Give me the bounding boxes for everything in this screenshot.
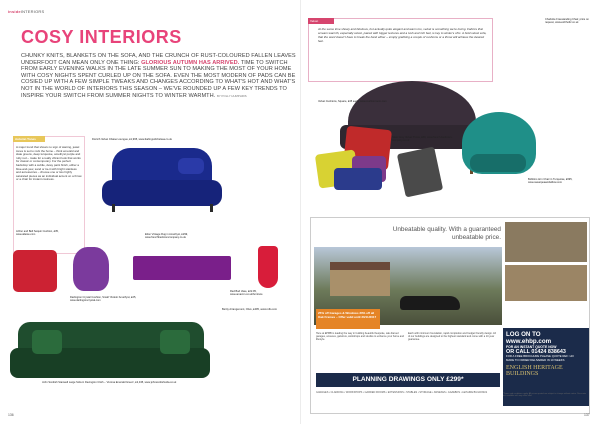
sofa-leg [112,204,115,212]
caption-teal-chair: Bobbins Arm Chair in Turquoise, £695, www.sweetpeaandwillow.com [528,178,573,185]
caption-cushions: Velvet Cushions, Square, £45 each, www.cushionroom.com [318,100,387,103]
caption-red-cushion: Arthur and Bell Sequin Cushion, £35, www.atleise.com [16,230,59,237]
advert-banner: PLANNING DRAWINGS ONLY £299* [316,373,500,387]
caption-red-vase: Red Bud Vase, £22.95, www.amazon.co.uk/furniture [230,290,263,297]
caption-green-sofa: John Scottish Stanwell Large Sofa in Devington Cloth – 'Verona Emerald Green', £2,345, www.johnscottishsofa.co.uk [42,381,177,384]
section-header [8,9,44,14]
page-number-left: 136 [8,413,14,417]
advert-phone[interactable]: OR CALL 01424 838643 [506,349,566,356]
red-sequin-cushion-image [13,250,57,292]
page-number-right: 137 [584,413,590,417]
green-sofa-cushion [32,330,62,354]
grey-throw-image [397,147,443,198]
advert-car [400,296,460,310]
red-vase-image [258,246,278,288]
caption-throw: Slate Grey Velvet Throw, £89, www.french-bedroom-company.co.uk [392,136,453,143]
velvet-tag: Velvet [308,18,334,24]
advert-delivery: MADE TO ORDER DELIVERED IN 10 WEEKS [506,357,565,362]
advert-body: Here at EHBB is leading the way in building beautiful bespoke, oak-framed garages, annexes, gazebos, workshops and studios to enhance your home and lifestyle. [316,332,404,342]
page-title: COSY INTERIORS [21,27,182,47]
blue-chaise-bolster [178,158,204,174]
intro-paragraph [21,53,299,99]
caption-chair: Charlotte Freestanding Chair, price on request, www.eichholtz.co.uk [545,18,589,25]
advert-garage-building [330,262,390,296]
advert-log-on[interactable]: LOG ON TO www.ehbp.com [506,331,552,345]
caption-rug: Elton Vintage Rug in Amethyst, £299, www.frenchbedroomcompany.co.uk [145,233,188,240]
autumn-tones-text: A major trend that shows no sign of waning, jewel tones is set to rock the home – think emerald and slate greens, deep turquoise, amethyst purple and ruby red – make for a really vibrant look that works for classic or contemporary. For the perfect backdrop with a subtle, dewy paint finish, either a blue-and-yew, sand or tie-it with bright stainless and accessories – choose one or two highly saturated pieces as an individual accent on a throw or a chair for instant cosiness. [16,145,82,182]
green-sofa-cushion [160,330,190,354]
caption-bottle: Bertty Arrangement, Olive, £495, www.rollo.com [222,308,278,311]
page-gutter [300,0,301,424]
blue-chaise-seat [102,180,222,206]
caption-sofa: Dorrich Velvet Chaise Loungue, £1,995, www.darlingsofchelsea.co.uk [92,138,172,141]
intro-text-2: TIME TO SWITCH FROM EARLY EVENING WALKS IN THE LATE SUMMER SUN TO MAKING THE MOST OF YOUR HOME WITH COSY NIGHTS SPENT CURLED UP ON THE SOFA. EVEN THE MOST MODERN OF PADS CAN BE COSIED UP WITH A FEW SIMPLE TWEAKS AND CHANGES ACCORDING TO WHAT'S HOT AND WHAT'S NOT IN THE WORLD OF INTERIORS THIS SEASON – WE'VE ROUNDED UP A FEW KEY TRENDS TO INSPIRE YOUR SWITCH FROM SUMMER NIGHTS TO WINTER WARMTH. [21,59,296,99]
intro-text: CHUNKY KNITS, BLANKETS ON THE SOFA, AND THE CRUNCH OF RUST-COLOURED FALLEN LEAVES UNDERFOOT CAN MEAN ONLY ONE THING: [21,53,296,66]
advert-free-brochure: FOR A FREE BROCHURE PLEASE QUOTE REF: HO [506,354,574,359]
advert-headline: Unbeatable quality. With a guaranteed unbeatable price. [392,226,501,241]
advert-promo-badge: 25% off Garages & Windows 30% off all Oak Frames – Offer valid until 30/11/2017 [316,309,380,329]
advert-thumb-2 [505,265,587,301]
intro-highlight: GLORIOUS AUTUMN HAS ARRIVED. [141,59,240,66]
purple-rug-image [133,256,231,280]
blue-velvet-cushion [334,168,382,190]
autumn-tones-tag: Autumn Tones [13,136,45,142]
teal-chair-seat [470,154,526,172]
velvet-text: At the same time showy and fabulous, but actually quite elegant and warm too, velvet is something we're loving. Fabrics that scream warmth, especially velvet, paired with bigger textures and a lush and rich feel, is key to winter's chic. A bold velvet sofa, that the word doesn't have to break the bank either – simply grabbing a couple of cushions or a throw will achieve the desired feel. [318,27,487,43]
sofa-leg [210,204,213,212]
advert-smallprint: *Terms and conditions apply. All prices quoted are subject to change without notice. Discounts not available with any other offer. [503,393,587,398]
purple-vase-image [73,247,109,291]
caption-vase: Darlington Crystal Cushion, Small 'Violets' Amethyst, £25, www.darlingtoncrystal.com [70,296,137,303]
advert-body-2: Each with minimum foundation, rapid completion and budget friendly design. All of our buildings are designed to the highest standard and come with a 10 year guarantee. [408,332,496,342]
subsection-label: INTERIORS [20,9,45,14]
byline: BY POLLY HUMPHRIS [216,93,247,98]
advert-instant-quote: FOR AN INSTANT QUOTE NOW [506,345,557,349]
section-label: inside [8,9,21,14]
advert-thumb-1 [505,222,587,262]
advert-logo: ENGLISH HERITAGE BUILDINGS [506,365,563,378]
advert-footer: GARAGES • CLADDING • WORKSHOPS • GARDEN ROOMS • EXTENSIONS • STABLES • STORAGE • ANNEXES • GAZEBOS • LEISURE BUILDINGS [316,391,488,394]
